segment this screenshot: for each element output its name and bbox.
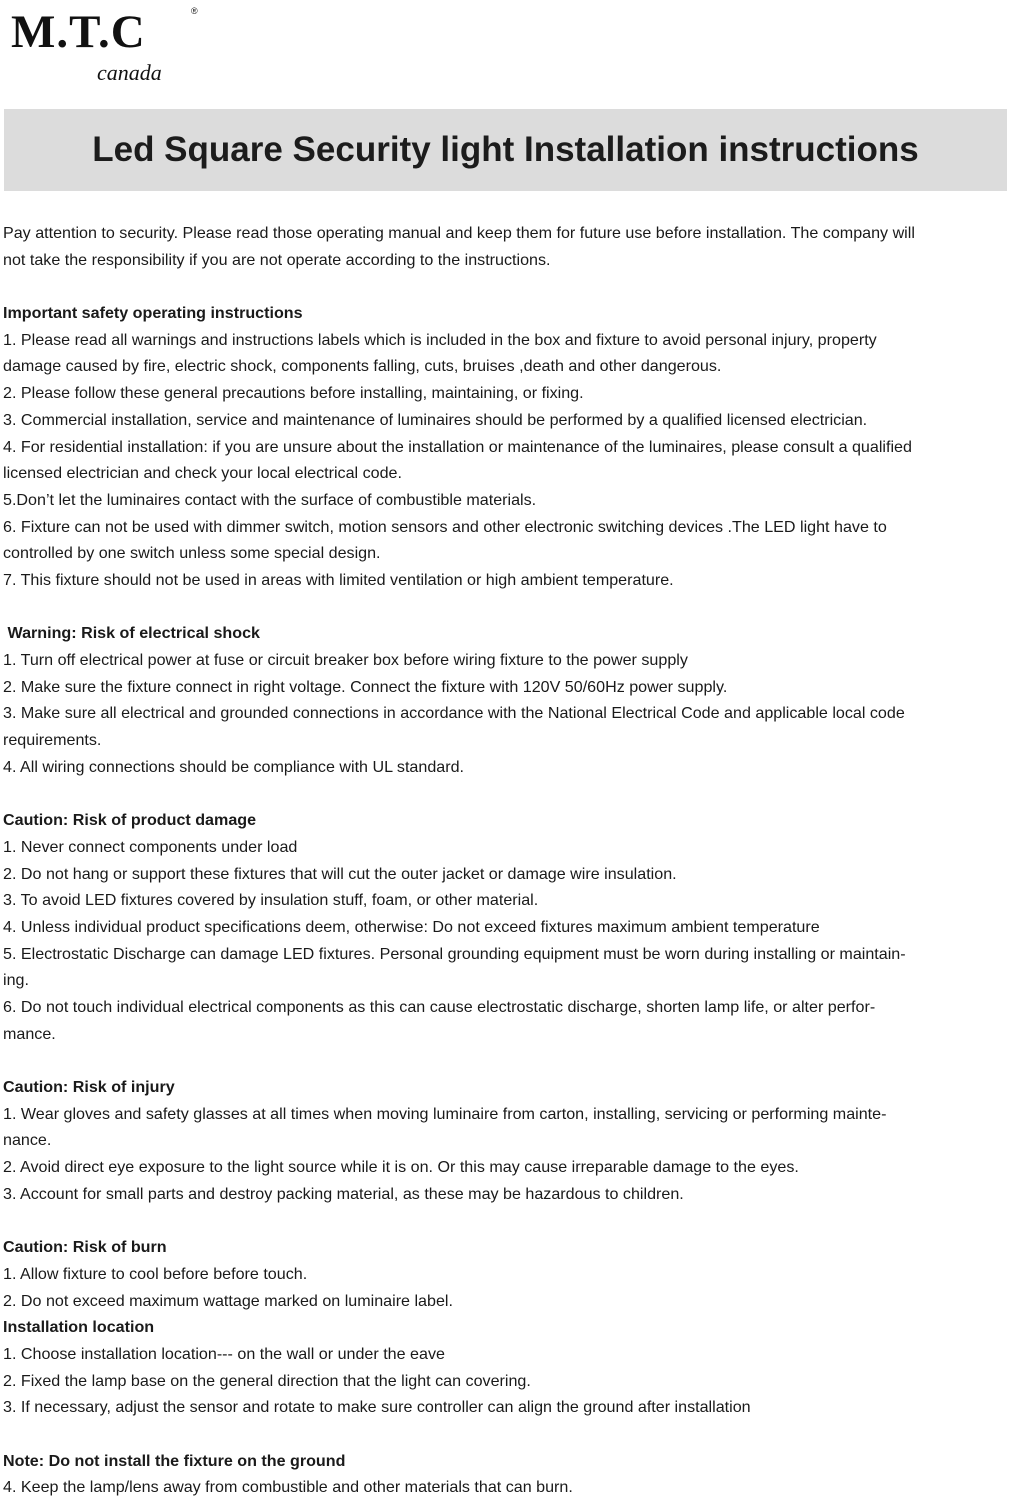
- instruction-line: 3. Make sure all electrical and grounded connections in accordance with the National Electrical Code and applicable local code: [3, 704, 905, 723]
- instruction-line: 1. Choose installation location--- on the wall or under the eave: [3, 1344, 445, 1363]
- instruction-line: 4. For residential installation: if you are unsure about the installation or maintenance of the luminaires, please consult a qualified: [3, 437, 912, 456]
- logo-wordmark: M.T.C: [11, 6, 146, 58]
- intro-line: not take the responsibility if you are not operate according to the instructions.: [3, 250, 551, 269]
- instruction-line: nance.: [3, 1131, 52, 1150]
- title-banner: [4, 109, 1007, 191]
- section-gap: [3, 780, 1007, 807]
- instruction-line: ing.: [3, 971, 29, 990]
- section-heading: Installation location: [3, 1318, 155, 1337]
- section-heading: Note: Do not install the fixture on the ground: [3, 1451, 346, 1470]
- instruction-line: damage caused by fire, electric shock, components falling, cuts, bruises ,death and other dangerous.: [3, 357, 722, 376]
- section-gap: [3, 594, 1007, 621]
- section-gap: [3, 1421, 1007, 1448]
- instruction-line: 3. If necessary, adjust the sensor and rotate to make sure controller can align the ground after installation: [3, 1398, 751, 1417]
- instruction-line: 3. Commercial installation, service and maintenance of luminaires should be performed by a qualified licensed electrician.: [3, 410, 868, 429]
- registered-mark: ®: [191, 6, 198, 16]
- instruction-line: 4. Unless individual product specifications deem, otherwise: Do not exceed fixtures maximum ambient temperature: [3, 917, 820, 936]
- instruction-line: 5.Don’t let the luminaires contact with the surface of combustible materials.: [3, 490, 537, 509]
- instruction-line: 2. Make sure the fixture connect in right voltage. Connect the fixture with 120V 50/60Hz power supply.: [3, 677, 728, 696]
- instruction-line: 1. Wear gloves and safety glasses at all times when moving luminaire from carton, installing, servicing or performing mainte-: [3, 1104, 887, 1123]
- section-gap: [3, 273, 1007, 300]
- intro-line: Pay attention to security. Please read those operating manual and keep them for future use before installation. The company will: [3, 224, 915, 242]
- instruction-line: 1. Allow fixture to cool before before touch.: [3, 1264, 308, 1283]
- instruction-line: 4. All wiring connections should be compliance with UL standard.: [3, 757, 465, 776]
- instruction-line: 1. Never connect components under load: [3, 837, 298, 856]
- instruction-line: licensed electrician and check your local electrical code.: [3, 464, 402, 483]
- section-heading: Important safety operating instructions: [3, 304, 303, 323]
- instruction-line: controlled by one switch unless some special design.: [3, 544, 381, 563]
- instruction-line: 2. Do not exceed maximum wattage marked on luminaire label.: [3, 1291, 453, 1310]
- instruction-line: 1. Turn off electrical power at fuse or circuit breaker box before wiring fixture to the power supply: [3, 651, 688, 669]
- instruction-line: requirements.: [3, 731, 102, 750]
- company-logo: [11, 4, 201, 90]
- instruction-line: 3. To avoid LED fixtures covered by insulation stuff, foam, or other material.: [3, 891, 539, 910]
- instructions-body: [3, 220, 1007, 1501]
- section-heading: Caution: Risk of injury: [3, 1078, 175, 1096]
- section-heading: Caution: Risk of burn: [3, 1238, 167, 1257]
- instruction-line: 6. Fixture can not be used with dimmer switch, motion sensors and other electronic switching devices .The LED light have to: [3, 517, 887, 536]
- section-gap: [3, 1047, 1007, 1074]
- section-gap: [3, 1207, 1007, 1234]
- instruction-line: mance.: [3, 1024, 56, 1043]
- section-heading: Caution: Risk of product damage: [3, 811, 257, 830]
- instruction-line: 6. Do not touch individual electrical components as this can cause electrostatic discharge, shorten lamp life, or alter perfor-: [3, 997, 876, 1016]
- instruction-line: 5. Electrostatic Discharge can damage LED fixtures. Personal grounding equipment must be worn during installing or maintain-: [3, 944, 906, 963]
- instruction-line: 2. Avoid direct eye exposure to the light source while it is on. Or this may cause irreparable damage to the eyes.: [3, 1158, 799, 1177]
- instruction-line: 7. This fixture should not be used in areas with limited ventilation or high ambient temperature.: [3, 570, 674, 589]
- logo-subtitle: canada: [97, 60, 162, 85]
- instruction-line: 2. Do not hang or support these fixtures that will cut the outer jacket or damage wire insulation.: [3, 864, 677, 883]
- instruction-line: 4. Keep the lamp/lens away from combustible and other materials that can burn.: [3, 1478, 573, 1497]
- instruction-line: 3. Account for small parts and destroy packing material, as these may be hazardous to children.: [3, 1184, 684, 1203]
- section-heading: Warning: Risk of electrical shock: [3, 624, 260, 643]
- instruction-line: 2. Fixed the lamp base on the general direction that the light can covering.: [3, 1371, 531, 1390]
- instruction-line: 2. Please follow these general precautions before installing, maintaining, or fixing.: [3, 384, 584, 403]
- instruction-line: 1. Please read all warnings and instructions labels which is included in the box and fixture to avoid personal injury, property: [3, 330, 877, 349]
- page-title: Led Square Security light Installation instructions: [92, 130, 919, 169]
